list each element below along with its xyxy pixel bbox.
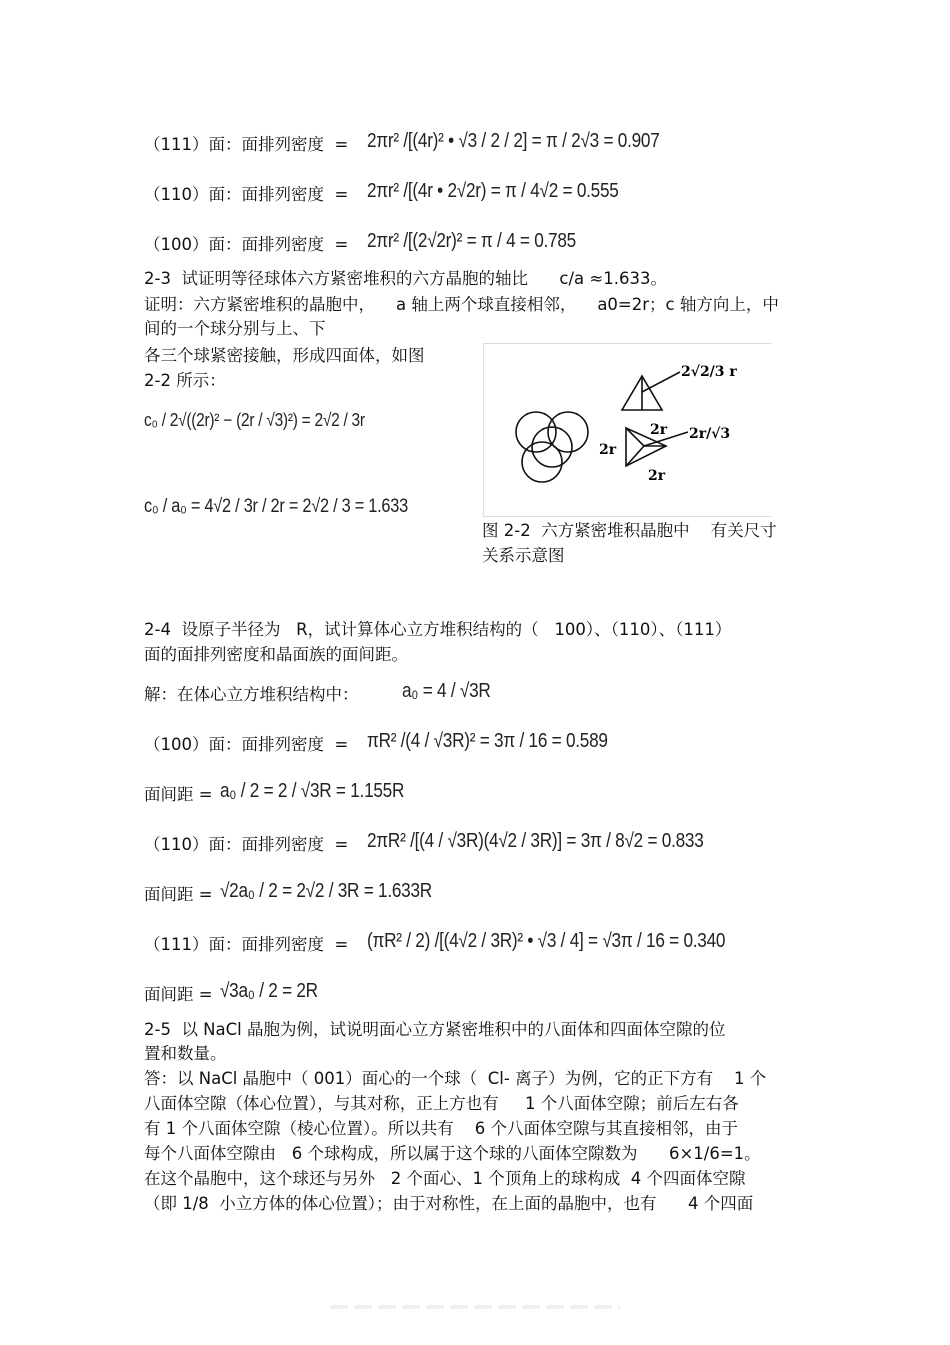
formula-label-100: （100）面：面排列密度 = xyxy=(144,235,349,254)
label-top-height: 2√2/3 r xyxy=(681,364,737,380)
s24-title2: 面的面排列密度和晶面族的面间距。 xyxy=(144,645,408,664)
label-2r-bottom: 2r xyxy=(648,468,666,484)
s23-title: 2-3 试证明等径球体六方紧密堆积的六方晶胞的轴比 c/a ≈1.633。 xyxy=(144,269,667,288)
s24-item-expr: √3a₀ / 2 = 2R xyxy=(220,980,318,1002)
s25-paragraph-line: 答：以 NaCl 晶胞中（ 001）面心的一个球（ Cl- 离子）为例，它的正下方有 1 个 xyxy=(144,1069,767,1088)
s24-item-expr: 2πR² /[(4 / √3R)(4√2 / 3R)] = 3π / 8√2 = 0.833 xyxy=(367,830,704,852)
s23-line3: 各三个球紧密接触，形成四面体，如图 xyxy=(144,346,425,365)
label-2r-left: 2r xyxy=(599,442,617,458)
label-side: 2r/√3 xyxy=(689,426,731,442)
s23-line4: 2-2 所示： xyxy=(144,371,226,390)
s25-paragraph-line: 八面体空隙（体心位置），与其对称，正上方也有 1 个八面体空隙；前后左右各 xyxy=(144,1094,739,1113)
s23-formula-c0: c₀ / 2√((2r)² − (2r / √3)²) = 2√2 / 3r xyxy=(144,410,365,430)
s24-item-label: （110）面：面排列密度 = xyxy=(144,835,349,854)
formula-label-110: （110）面：面排列密度 = xyxy=(144,185,349,204)
sphere-cluster xyxy=(516,412,588,482)
s24-item-label: （100）面：面排列密度 = xyxy=(144,735,349,754)
s24-item-label: 面间距 = xyxy=(144,885,213,904)
s25-paragraph-line: 在这个晶胞中，这个球还与另外 2 个面心、1 个顶角上的球构成 4 个四面体空隙 xyxy=(144,1169,746,1188)
s25-paragraph-line: 有 1 个八面体空隙（棱心位置）。所以共有 6 个八面体空隙与其直接相邻，由于 xyxy=(144,1119,738,1138)
s24-item-label: （111）面：面排列密度 = xyxy=(144,935,349,954)
s24-item-expr: a₀ / 2 = 2 / √3R = 1.155R xyxy=(220,780,405,802)
footer-watermark xyxy=(330,1305,620,1309)
label-2r-top: 2r xyxy=(650,422,668,438)
formula-label-111: （111）面：面排列密度 = xyxy=(144,135,349,154)
figure-2-2 xyxy=(483,343,772,517)
s24-item-expr: √2a₀ / 2 = 2√2 / 3R = 1.633R xyxy=(220,880,432,902)
formula-110: 2πr² /[(4r • 2√2r) = π / 4√2 = 0.555 xyxy=(367,180,619,202)
s23-formula-ratio: c₀ / a₀ = 4√2 / 3r / 2r = 2√2 / 3 = 1.633 xyxy=(144,496,408,517)
figure-caption-line2: 关系示意图 xyxy=(482,546,565,565)
figure-caption-line1: 图 2-2 六方紧密堆积晶胞中 有关尺寸 xyxy=(482,521,777,540)
s24-title1: 2-4 设原子半径为 R，试计算体心立方堆积结构的（ 100）、（110）、（111） xyxy=(144,620,732,639)
hcp-diagram xyxy=(484,344,772,516)
s25-paragraph-line: 每个八面体空隙由 6 个球构成，所以属于这个球的八面体空隙数为 6×1/6=1。 xyxy=(144,1144,761,1163)
s24-item-expr: (πR² / 2) /[(4√2 / 3R)² • √3 / 4] = √3π / 16 = 0.340 xyxy=(367,930,726,952)
s23-line1: 证明：六方紧密堆积的晶胞中， a 轴上两个球直接相邻， a0=2r；c 轴方向上，中 xyxy=(144,295,779,314)
s24-item-expr: πR² /(4 / √3R)² = 3π / 16 = 0.589 xyxy=(367,730,608,752)
s25-title2: 置和数量。 xyxy=(144,1044,227,1063)
s24-item-label: 面间距 = xyxy=(144,985,213,1004)
s24-item-label: 面间距 = xyxy=(144,785,213,804)
s25-title1: 2-5 以 NaCl 晶胞为例，试说明面心立方紧密堆积中的八面体和四面体空隙的位 xyxy=(144,1020,726,1039)
s25-paragraph-line: （即 1/8 小立方体的体心位置）；由于对称性，在上面的晶胞中，也有 4 个四面 xyxy=(144,1194,754,1213)
s23-line2: 间的一个球分别与上、下 xyxy=(144,319,326,338)
s24-solution-label: 解：在体心立方堆积结构中： xyxy=(144,685,359,704)
formula-100: 2πr² /[(2√2r)² = π / 4 = 0.785 xyxy=(367,230,576,252)
s24-solution-expr: a₀ = 4 / √3R xyxy=(402,680,491,702)
formula-111: 2πr² /[(4r)² • √3 / 2 / 2] = π / 2√3 = 0.907 xyxy=(367,130,660,152)
tetrahedron-side-view xyxy=(622,372,680,410)
